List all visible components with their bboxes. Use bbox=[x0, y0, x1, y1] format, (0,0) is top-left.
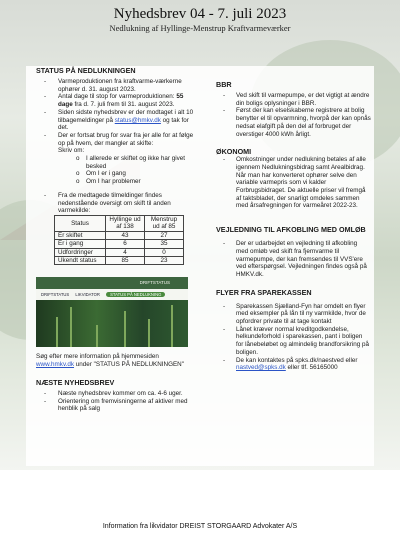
screenshot-nav-item: DRIFTSTATUS bbox=[41, 292, 70, 298]
content-card bbox=[26, 66, 374, 466]
status-table bbox=[54, 215, 184, 265]
next-newsletter-list bbox=[36, 390, 196, 413]
list-item: - Ved skift til varmepumpe, er det vigtigt at ændre din boligs oplysninger i BBR. bbox=[216, 92, 371, 107]
list-item bbox=[36, 93, 196, 108]
list-item: - Først der kan elselskaberne registrere at bolig benytter el til opvarmning, hvorpå der kan opnås nedsat elafgift på den del af forbruget der overstiger 4000 kWh årligt. bbox=[216, 107, 371, 138]
screenshot-grass-image bbox=[36, 300, 188, 347]
table-cell: 23 bbox=[145, 256, 184, 264]
bbr-list bbox=[216, 92, 371, 138]
newsletter-header bbox=[0, 6, 400, 33]
vejledning-list bbox=[216, 240, 371, 279]
list-item: o Om I har problemer bbox=[58, 178, 196, 186]
sparekassen-email-link[interactable]: nastved@spks.dk bbox=[236, 364, 286, 372]
list-item: - Fra de medtagede tilmeldinger findes nedenstående oversigt om skift til anden varmekilde: bbox=[36, 192, 196, 215]
contact-text-end: eller tlf. 56165000 bbox=[285, 364, 338, 372]
list-item bbox=[36, 109, 196, 132]
list-item: - Varmeproduktionen fra kraftvarme-værkerne ophører d. 31. august 2023. bbox=[36, 78, 196, 93]
screenshot-nav bbox=[36, 289, 188, 300]
screenshot-top-label: DRIFTSTATUS bbox=[139, 280, 170, 286]
table-cell: 4 bbox=[106, 248, 145, 256]
table-header: Hyllinge ud af 138 bbox=[106, 215, 145, 231]
more-info bbox=[36, 353, 196, 368]
table-row bbox=[55, 231, 184, 239]
days-text-end: fra d. 7. juli frem til 31. august 2023. bbox=[72, 101, 175, 109]
list-item: - Næste nyhedsbrev kommer om ca. 4-6 uger. bbox=[36, 390, 196, 398]
more-info-text: Søg efter mere information på hjemmesiden bbox=[36, 353, 159, 361]
grass-blade bbox=[171, 305, 173, 347]
table-header-row bbox=[55, 215, 184, 231]
more-info-text-end: under "STATUS PÅ NEDLUKNINGEN" bbox=[74, 361, 184, 369]
list-item: - Lånet kræver normal kreditgodkendelse, helkundeforhold i sparekassen, pant i boligen for lånebeløbet og almindelig brandforsikring på boligen. bbox=[216, 326, 371, 357]
table-cell: Udfordringer bbox=[55, 248, 106, 256]
table-cell: Er i gang bbox=[55, 240, 106, 248]
status-heading: STATUS PÅ NEDLUKNINGEN bbox=[36, 66, 136, 75]
next-newsletter-heading: NÆSTE NYHEDSBREV bbox=[36, 377, 115, 387]
table-cell: Er skiftet bbox=[55, 231, 106, 239]
screenshot-nav-item-active: STATUS PÅ NEDLUKNING bbox=[106, 292, 165, 297]
grass-blade bbox=[148, 319, 150, 347]
grass-blade bbox=[70, 307, 72, 347]
table-cell: Ukendt status bbox=[55, 256, 106, 264]
list-item: o Om I er i gang bbox=[58, 170, 196, 178]
table-row bbox=[55, 248, 184, 256]
vejledning-heading: VEJLEDNING TIL AFKOBLING MED OMLØB bbox=[216, 225, 366, 235]
status-email-link[interactable]: status@hmkv.dk bbox=[114, 116, 161, 124]
bbr-heading: BBR bbox=[216, 80, 232, 89]
flyer-heading: FLYER FRA SPAREKASSEN bbox=[216, 287, 312, 297]
list-item: - Omkostninger under nedlukning betales af alle igennem Nedlukningsbidrag samt Arealbidrag. Når man har konverteret ophører selve den variable varmepris som vi kalder Forbrugsbidraget. De aktuelle priser vil fremgå af taktsbladet, der snarligt omdeles sammen med årsafregningen for varmeåret 2022-23. bbox=[216, 156, 371, 210]
okonomi-heading: ØKONOMI bbox=[216, 147, 252, 157]
table-row bbox=[55, 256, 184, 264]
days-count: 55 dage bbox=[58, 93, 184, 109]
left-column bbox=[36, 66, 196, 413]
grass-blade bbox=[56, 317, 58, 347]
reply-options bbox=[58, 155, 196, 186]
table-header: Status bbox=[55, 215, 106, 231]
right-column bbox=[216, 80, 371, 372]
table-cell: 35 bbox=[145, 240, 184, 248]
replies-text-end: og tak for det. bbox=[58, 116, 189, 132]
reply-intro: Skriv om: bbox=[58, 147, 85, 155]
table-cell: 6 bbox=[106, 240, 145, 248]
list-item: - Orientering om fremvisningerne af aktiver med henblik på salg bbox=[36, 398, 196, 413]
flyer-list bbox=[216, 303, 371, 372]
replies-text: Siden sidste nyhedsbrev er der modtaget i alt 10 tilbagemeldinger på bbox=[58, 108, 194, 124]
grass-blade bbox=[96, 325, 98, 347]
website-link[interactable]: www.hmkv.dk bbox=[36, 361, 75, 369]
table-header: Menstrup ud af 85 bbox=[145, 215, 184, 231]
table-cell: 27 bbox=[145, 231, 184, 239]
list-item: - Der er udarbejdet en vejledning til afkobling med omløb ved skift fra fjernvarme til varmepumpe, der kan fremsendes til VVS'ere ved efterspørgsel. Vejledningen findes også på HMKV.dk. bbox=[216, 240, 371, 279]
list-item bbox=[36, 132, 196, 186]
table-cell: 43 bbox=[106, 231, 145, 239]
list-item bbox=[216, 357, 371, 372]
overview-list bbox=[36, 192, 196, 215]
website-screenshot bbox=[36, 277, 188, 347]
okonomi-list bbox=[216, 156, 371, 210]
list-item: o I allerede er skiftet og ikke har givet besked bbox=[58, 155, 196, 170]
grass-blade bbox=[124, 311, 126, 347]
table-cell: 85 bbox=[106, 256, 145, 264]
table-cell: 0 bbox=[145, 248, 184, 256]
newsletter-title: Nyhedsbrev 04 - 7. juli 2023 bbox=[113, 6, 287, 22]
newsletter-subtitle: Nedlukning af Hyllinge-Menstrup Kraftvarmeværker bbox=[109, 23, 291, 33]
screenshot-nav-item: LIKVIDATOR bbox=[75, 292, 100, 298]
days-text: Antal dage til stop for varmeproduktionen: bbox=[58, 93, 177, 101]
list-item: - Sparekassen Sjælland-Fyn har omdelt en flyer med eksempler på lån til ny varmkilde, hvor de opfordrer private til at tage kontakt bbox=[216, 303, 371, 326]
table-row bbox=[55, 240, 184, 248]
status-list bbox=[36, 78, 196, 186]
contact-text: De kan kontaktes på spks.dk/naestved eller bbox=[236, 356, 358, 364]
screenshot-topbar bbox=[36, 277, 188, 289]
footer-note: Information fra likvidator DREIST STORGAARD Advokater A/S bbox=[102, 523, 298, 530]
reply-request-text: Der er fortsat brug for svar fra jer alle for at følge op på hvem, der mangler at skifte: bbox=[58, 131, 194, 147]
